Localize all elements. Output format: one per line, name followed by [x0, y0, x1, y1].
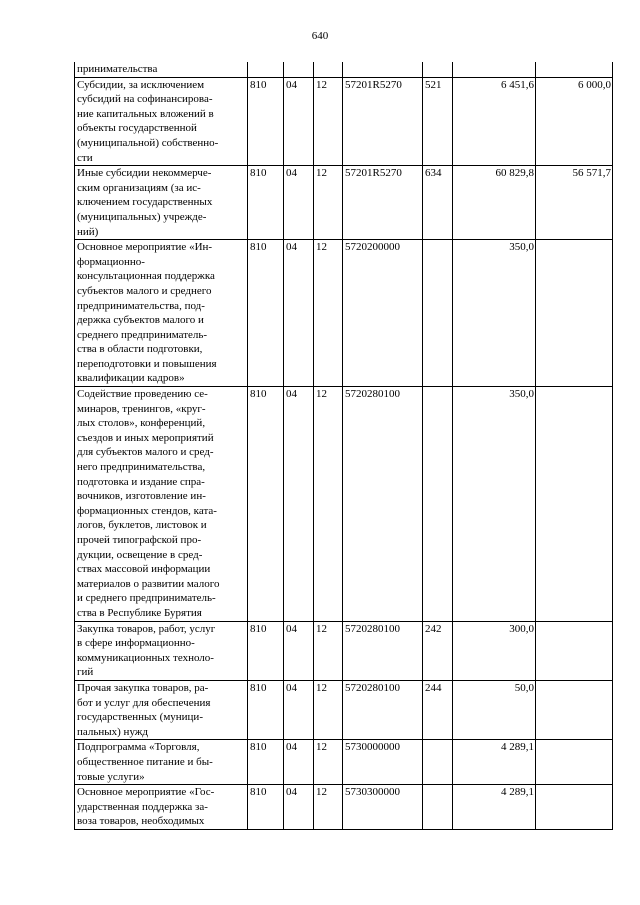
row-name-line: Закупка товаров, работ, услуг — [77, 622, 216, 635]
cell-sum2 — [536, 680, 613, 739]
page-number: 640 — [311, 30, 329, 42]
cell-pr: 12 — [314, 740, 343, 785]
cell-vr: 521 — [423, 77, 453, 166]
cell-csr: 5720280100 — [343, 621, 423, 680]
cell-rz — [284, 62, 314, 77]
row-name-line: дукции, освещение в сред- — [77, 548, 203, 561]
cell-rz: 04 — [284, 785, 314, 830]
cell-vr: 242 — [423, 621, 453, 680]
row-name-line: формационно- — [77, 255, 145, 268]
row-name-line: Прочая закупка товаров, ра- — [77, 681, 209, 694]
cell-sum2 — [536, 621, 613, 680]
cell-sum2 — [536, 62, 613, 77]
table-row — [75, 680, 613, 739]
row-name-cell — [75, 166, 248, 240]
cell-sum2 — [536, 740, 613, 785]
cell-rz: 04 — [284, 240, 314, 387]
row-name-line: лых столов», конференций, — [77, 417, 206, 430]
table-row — [75, 387, 613, 622]
row-name-line: материалов о развитии малого — [77, 577, 220, 590]
row-name-line: бот и услуг для обеспечения — [77, 696, 211, 709]
row-name-line: держка субъектов малого и — [77, 314, 204, 327]
row-name-line: подготовка и издание спра- — [77, 475, 205, 488]
cell-pr: 12 — [314, 166, 343, 240]
cell-vr — [423, 62, 453, 77]
row-name-line: воза товаров, необходимых — [77, 815, 205, 828]
row-name-line: него предпринимательства, — [77, 461, 206, 474]
cell-pr: 12 — [314, 387, 343, 622]
table-row — [75, 77, 613, 166]
cell-csr — [343, 62, 423, 77]
row-name-line: консультационная поддержка — [77, 270, 215, 283]
row-name-line: принимательства — [77, 63, 158, 75]
table-row — [75, 240, 613, 387]
cell-grbs: 810 — [248, 387, 284, 622]
cell-csr: 57201R5270 — [343, 77, 423, 166]
table-row — [75, 785, 613, 830]
row-name-line: минаров, тренингов, «круг- — [77, 402, 206, 415]
row-name-line: логов, буклетов, листовок и — [77, 519, 207, 532]
row-name-line: ударственная поддержка за- — [77, 800, 208, 813]
row-name-line: гий — [77, 666, 94, 679]
row-name-cell — [75, 387, 248, 622]
cell-vr — [423, 740, 453, 785]
cell-grbs: 810 — [248, 240, 284, 387]
cell-pr: 12 — [314, 621, 343, 680]
row-name-line: Иные субсидии некоммерче- — [77, 167, 212, 180]
budget-table — [74, 62, 613, 830]
cell-vr — [423, 387, 453, 622]
cell-pr: 12 — [314, 785, 343, 830]
cell-sum1: 350,0 — [453, 240, 536, 387]
row-name-line: Основное мероприятие «Ин- — [77, 241, 213, 254]
cell-sum1: 4 289,1 — [453, 740, 536, 785]
row-name-line: ключением государственных — [77, 196, 213, 209]
row-name-line: (муниципальной) собственно- — [77, 136, 219, 149]
cell-sum1: 6 451,6 — [453, 77, 536, 166]
cell-sum1: 300,0 — [453, 621, 536, 680]
row-name-line: переподготовки и повышения — [77, 357, 217, 370]
cell-grbs: 810 — [248, 621, 284, 680]
cell-sum2 — [536, 387, 613, 622]
row-name-cell — [75, 77, 248, 166]
cell-rz: 04 — [284, 621, 314, 680]
row-name-line: ства в области подготовки, — [77, 343, 203, 356]
cell-vr: 634 — [423, 166, 453, 240]
row-name-cell — [75, 740, 248, 785]
row-name-cell — [75, 62, 248, 77]
row-name-line: товые услуги» — [77, 770, 145, 783]
cell-csr: 5720200000 — [343, 240, 423, 387]
cell-csr: 5730300000 — [343, 785, 423, 830]
cell-sum1: 350,0 — [453, 387, 536, 622]
row-name-line: сти — [77, 151, 93, 164]
cell-rz: 04 — [284, 680, 314, 739]
row-name-cell — [75, 621, 248, 680]
row-name-line: государственных (муници- — [77, 711, 203, 724]
cell-rz: 04 — [284, 740, 314, 785]
row-name-line: ским организациям (за ис- — [77, 181, 201, 194]
row-name-line: и среднего предприниматель- — [77, 592, 216, 605]
row-name-line: коммуникационных техноло- — [77, 651, 214, 664]
cell-sum2: 6 000,0 — [536, 77, 613, 166]
row-name-line: вочников, изготовление ин- — [77, 490, 206, 503]
row-name-line: субсидий на софинансирова- — [77, 93, 213, 106]
cell-pr: 12 — [314, 240, 343, 387]
cell-vr — [423, 240, 453, 387]
cell-sum2 — [536, 785, 613, 830]
row-name-line: ствах массовой информации — [77, 563, 211, 576]
cell-csr: 5730000000 — [343, 740, 423, 785]
row-name-line: ний) — [77, 225, 99, 238]
row-name-line: Основное мероприятие «Гос- — [77, 786, 215, 799]
table-row — [75, 740, 613, 785]
row-name-line: ства в Республике Бурятия — [77, 606, 202, 619]
cell-rz: 04 — [284, 77, 314, 166]
cell-pr: 12 — [314, 680, 343, 739]
row-name-line: Подпрограмма «Торговля, — [77, 741, 200, 754]
cell-pr: 12 — [314, 77, 343, 166]
row-name-line: формационных стендов, ката- — [77, 504, 217, 517]
row-name-cell — [75, 240, 248, 387]
table-row — [75, 166, 613, 240]
cell-grbs: 810 — [248, 740, 284, 785]
cell-vr — [423, 785, 453, 830]
cell-sum2: 56 571,7 — [536, 166, 613, 240]
row-name-line: среднего предприниматель- — [77, 328, 208, 341]
cell-csr: 5720280100 — [343, 680, 423, 739]
row-name-line: в сфере информационно- — [77, 637, 195, 650]
table-row — [75, 62, 613, 77]
row-name-line: ние капитальных вложений в — [77, 107, 214, 120]
cell-csr: 57201R5270 — [343, 166, 423, 240]
table-body — [75, 62, 613, 829]
cell-pr — [314, 62, 343, 77]
row-name-cell — [75, 680, 248, 739]
row-name-line: предпринимательства, под- — [77, 299, 205, 312]
cell-csr: 5720280100 — [343, 387, 423, 622]
cell-rz: 04 — [284, 387, 314, 622]
row-name-line: объекты государственной — [77, 122, 197, 135]
cell-sum1: 50,0 — [453, 680, 536, 739]
row-name-line: прочей типографской про- — [77, 534, 202, 546]
row-name-cell — [75, 785, 248, 830]
row-name-line: для субъектов малого и сред- — [77, 446, 214, 459]
cell-sum1 — [453, 62, 536, 77]
table-row — [75, 621, 613, 680]
row-name-line: Содействие проведению се- — [77, 388, 208, 401]
cell-grbs: 810 — [248, 77, 284, 166]
cell-grbs: 810 — [248, 166, 284, 240]
cell-grbs: 810 — [248, 680, 284, 739]
cell-grbs: 810 — [248, 785, 284, 830]
row-name-line: (муниципальных) учрежде- — [77, 210, 207, 223]
row-name-line: Субсидии, за исключением — [77, 78, 205, 91]
cell-sum1: 60 829,8 — [453, 166, 536, 240]
row-name-line: общественное питание и бы- — [77, 755, 213, 768]
row-name-line: пальных) нужд — [77, 725, 149, 738]
cell-sum1: 4 289,1 — [453, 785, 536, 830]
cell-grbs — [248, 62, 284, 77]
cell-rz: 04 — [284, 166, 314, 240]
cell-sum2 — [536, 240, 613, 387]
cell-vr: 244 — [423, 680, 453, 739]
row-name-line: съездов и иных мероприятий — [77, 431, 214, 444]
row-name-line: субъектов малого и среднего — [77, 284, 212, 297]
row-name-line: квалификации кадров» — [77, 372, 185, 385]
